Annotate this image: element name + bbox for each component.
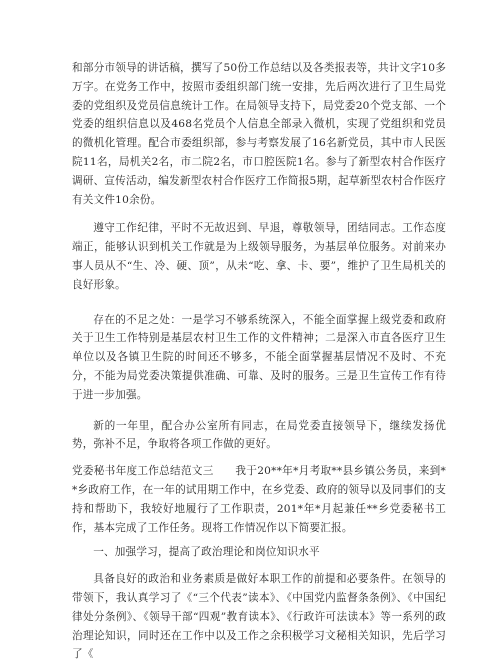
paragraph-study-details: 具备良好的政治和业务素质是做好本职工作的前提和必要条件。在领导的带领下，我认真学习了《“三个代表”读本》、《中国党内监督条条例》、《中国纪律处分条例》、《领导干部“四观”教育读本》、《行政许可法读本》等一系列的政治理论知识，同时还在工作中以及工作之余积极学习文秘相关知识，先后学习了《 <box>72 573 446 661</box>
paragraph-section-three-intro: 党委秘书年度工作总结范文三 我于20**年*月考取**县乡镇公务员，来到**乡政府工作，在一年的试用期工作中，在乡党委、政府的领导以及同事们的支持和帮助下，我较好地履行了工作职责，201*年*月起兼任**乡党委秘书工作，基本完成了工作任务。现将工作情况作以下简要汇报。 <box>72 465 446 534</box>
paragraph-party-affairs: 和部分市领导的讲话稿，撰写了50份工作总结以及各类报表等，共计文字10多万字。在党务工作中，按照市委组织部门统一安排，先后两次进行了卫生局党委的党组织及党员信息统计工作。在局领导支持下，局党委20个党支部、一个党委的组织信息以及468名党员个人信息全部录入微机，实现了党组织和党员的微机化管理。配合市委组织部，参与考察发展了16名新党员，其中市人民医院11名，局机关2名，市二院2名，市口腔医院1名。参与了新型农村合作医疗调研、宣传活动，编发新型农村合作医疗工作简报5期，起草新型农村合作医疗有关文件10余份。 <box>72 62 446 206</box>
paragraph-discipline: 遵守工作纪律，平时不无故迟到、早退，尊敬领导，团结同志。工作态度端正，能够认识到机关工作就是为上级领导服务，为基层单位服务。对前来办事人员从不“生、冷、硬、顶”，从未“吃、拿、卡、要”，维护了卫生局机关的良好形象。 <box>72 222 446 291</box>
paragraph-shortcomings: 存在的不足之处：一是学习不够系统深入，不能全面掌握上级党委和政府关于卫生工作特别是基层农村卫生工作的文件精神；二是深入市直各医疗卫生单位以及各镇卫生院的时间还不够多，不能全面掌握基层情况不及时、不充分，不能为局党委决策提供准确、可靠、及时的服务。三是卫生宣传工作有待于进一步加强。 <box>72 313 446 401</box>
section-heading-study: 一、加强学习，提高了政治理论和岗位知识水平 <box>93 546 320 559</box>
paragraph-new-year: 新的一年里，配合办公室所有同志，在局党委直接领导下，继续发扬优势，弥补不足，争取将各项工作做的更好。 <box>72 419 446 451</box>
